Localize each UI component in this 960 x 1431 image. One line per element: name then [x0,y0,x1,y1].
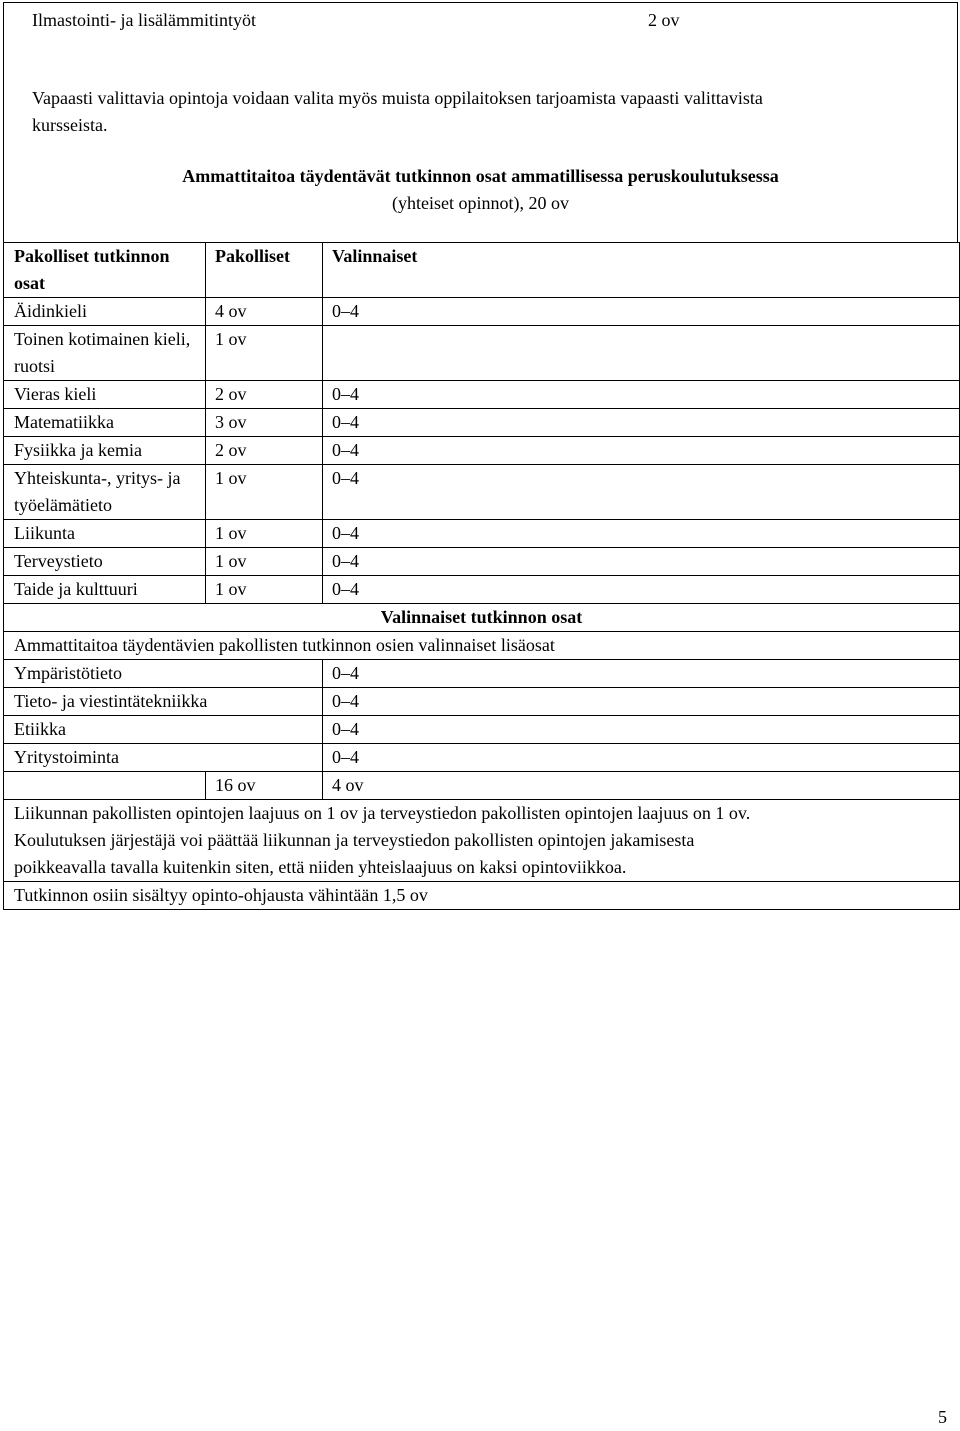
table-row [4,576,960,604]
optional-credits: 0–4 [323,437,960,465]
table-row [4,548,960,576]
subject-name: Yhteiskunta-, yritys- ja työelämätieto [4,465,206,520]
optional-subject-name: Etiikka [4,716,323,744]
mandatory-credits: 2 ov [206,381,323,409]
note-line: poikkeavalla tavalla kuitenkin siten, että niiden yhteislaajuus on kaksi opintoviikkoa. [14,857,627,877]
optional-credits: 0–4 [323,716,960,744]
header-cell: Pakolliset tutkinnon osat [4,243,206,298]
table-row [4,744,960,772]
optional-credits: 0–4 [323,409,960,437]
optional-section-title: Valinnaiset tutkinnon osat [4,604,960,632]
table-row [4,716,960,744]
free-choice-text-line2: kursseista. [32,115,108,135]
note-cell [4,800,960,882]
section-heading-line2: (yhteiset opinnot), 20 ov [392,193,569,213]
optional-credits: 0–4 [323,576,960,604]
optional-subject-name: Tieto- ja viestintätekniikka [4,688,323,716]
mandatory-credits: 1 ov [206,548,323,576]
subject-name: Vieras kieli [4,381,206,409]
optional-credits: 0–4 [323,381,960,409]
optional-credits: 0–4 [323,465,960,520]
subject-name: Äidinkieli [4,298,206,326]
subject-name: Liikunta [4,520,206,548]
subject-name: Taide ja kulttuuri [4,576,206,604]
note-line: Koulutuksen järjestäjä voi päättää liikunnan ja terveystiedon pakollisten opintojen jakamisesta [14,830,695,850]
table-row [4,465,960,520]
mandatory-credits: 1 ov [206,326,323,381]
intro-box [3,2,958,243]
optional-credits: 0–4 [323,520,960,548]
optional-subject-name: Ympäristötieto [4,660,323,688]
optional-credits [323,326,960,381]
page-number: 5 [938,1407,947,1427]
table-row [4,437,960,465]
table-row [4,688,960,716]
guidance-row [4,882,960,910]
mandatory-credits: 4 ov [206,298,323,326]
optional-credits: 0–4 [323,688,960,716]
table-row [4,520,960,548]
subject-name: Matematiikka [4,409,206,437]
mandatory-credits: 1 ov [206,576,323,604]
note-line: Liikunnan pakollisten opintojen laajuus on 1 ov ja terveystiedon pakollisten opintojen laajuus on 1 ov. [14,803,751,823]
note-row [4,800,960,882]
table-row [4,660,960,688]
guidance-text: Tutkinnon osiin sisältyy opinto-ohjausta vähintään 1,5 ov [4,882,960,910]
optional-section-subtitle: Ammattitaitoa täydentävien pakollisten tutkinnon osien valinnaiset lisäosat [4,632,960,660]
optional-credits: 0–4 [323,660,960,688]
header-cell: Pakolliset [206,243,323,298]
optional-subject-name: Yritystoiminta [4,744,323,772]
total-mandatory: 16 ov [206,772,323,800]
optional-credits: 0–4 [323,548,960,576]
section-heading-line1: Ammattitaitoa täydentävät tutkinnon osat ammatillisessa peruskoulutuksessa [182,166,779,186]
subject-name: Toinen kotimainen kieli, ruotsi [4,326,206,381]
total-optional: 4 ov [323,772,960,800]
optional-credits: 0–4 [323,744,960,772]
mandatory-credits: 3 ov [206,409,323,437]
item-value: 2 ov [648,10,680,30]
table-row [4,409,960,437]
optional-section-title-row [4,604,960,632]
table-row [4,381,960,409]
mandatory-credits: 2 ov [206,437,323,465]
mandatory-credits: 1 ov [206,465,323,520]
subject-name: Terveystieto [4,548,206,576]
table-row [4,326,960,381]
table-row [4,298,960,326]
item-name: Ilmastointi- ja lisälämmitintyöt [32,10,256,30]
optional-section-subtitle-row [4,632,960,660]
optional-credits: 0–4 [323,298,960,326]
studies-table [3,242,960,910]
free-choice-text-line1: Vapaasti valittavia opintoja voidaan valita myös muista oppilaitoksen tarjoamista vapaasti valittavista [32,88,763,108]
totals-label-cell [4,772,206,800]
totals-row [4,772,960,800]
header-cell: Valinnaiset [323,243,960,298]
table-header-row [4,243,960,298]
mandatory-credits: 1 ov [206,520,323,548]
subject-name: Fysiikka ja kemia [4,437,206,465]
